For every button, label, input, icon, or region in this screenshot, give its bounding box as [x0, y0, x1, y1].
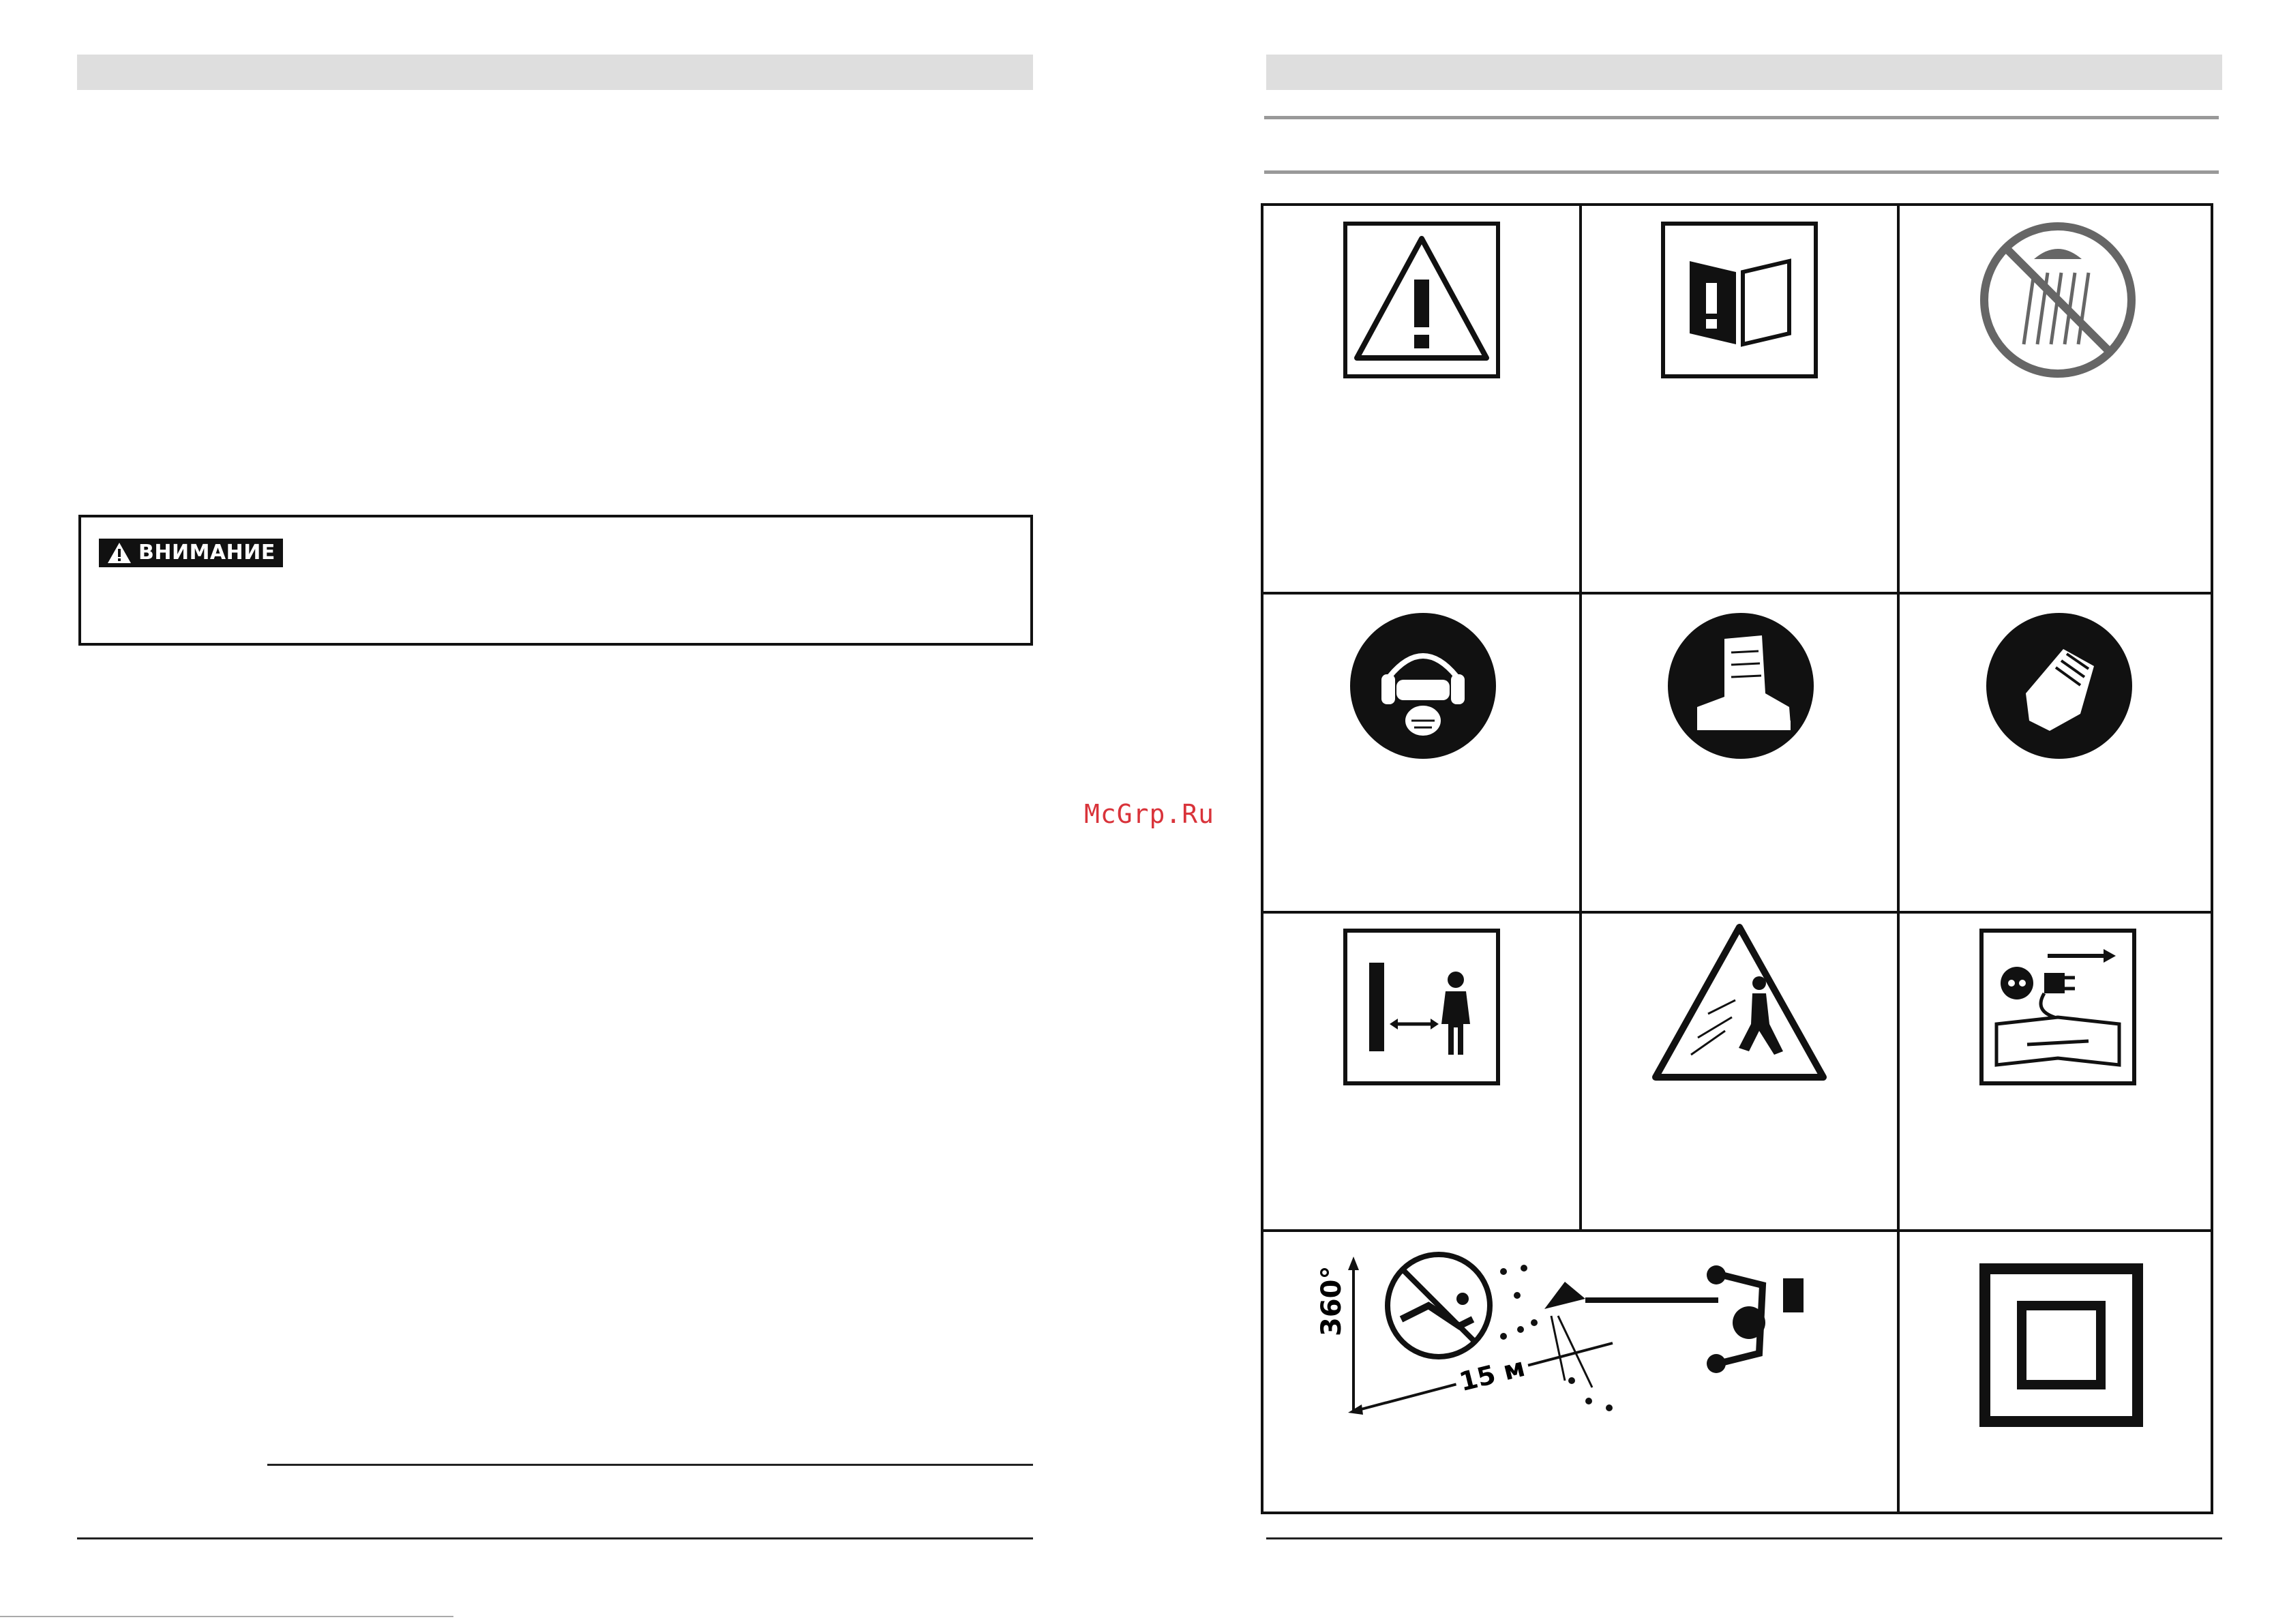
right-header-bar: [1266, 55, 2222, 90]
right-footer-rule: [1266, 1537, 2222, 1539]
watermark: McGrp.Ru: [1084, 799, 1215, 829]
gloves-icon: [1985, 612, 2134, 760]
eye-ear-protection-icon: [1349, 612, 1497, 760]
double-insulation-icon: [1979, 1263, 2143, 1427]
warning-box: [78, 515, 1033, 646]
keep-distance-icon: [1343, 929, 1500, 1085]
col-divider-1: [1579, 203, 1582, 1231]
row-divider-2: [1261, 911, 2213, 914]
row-divider-3: [1261, 1229, 2213, 1232]
warning-label: ВНИМАНИЕ: [138, 541, 275, 565]
left-footer-rule: [77, 1537, 1033, 1539]
bystander-zone-icon: [1340, 1251, 1844, 1428]
left-header-bar: [77, 55, 1033, 90]
footnote-rule: [267, 1464, 1033, 1466]
distance-label: 15 м: [1452, 1351, 1532, 1398]
unplug-before-maintenance-icon: [1979, 929, 2136, 1085]
row-divider-1: [1261, 592, 2213, 595]
col-divider-2: [1897, 203, 1900, 1514]
warning-badge: [99, 539, 283, 567]
right-title-rule-top: [1264, 116, 2219, 119]
flying-debris-warning-icon: [1650, 922, 1829, 1083]
right-title-rule-bottom: [1264, 170, 2219, 174]
angle-label: 360°: [1316, 1265, 1347, 1336]
no-rain-icon: [1979, 222, 2136, 378]
warning-small-icon: [107, 542, 132, 564]
read-manual-icon: [1661, 222, 1818, 378]
safety-boots-icon: [1666, 612, 1815, 760]
warning-triangle-icon: [1343, 222, 1500, 378]
left-bottom-edge: [0, 1616, 453, 1617]
